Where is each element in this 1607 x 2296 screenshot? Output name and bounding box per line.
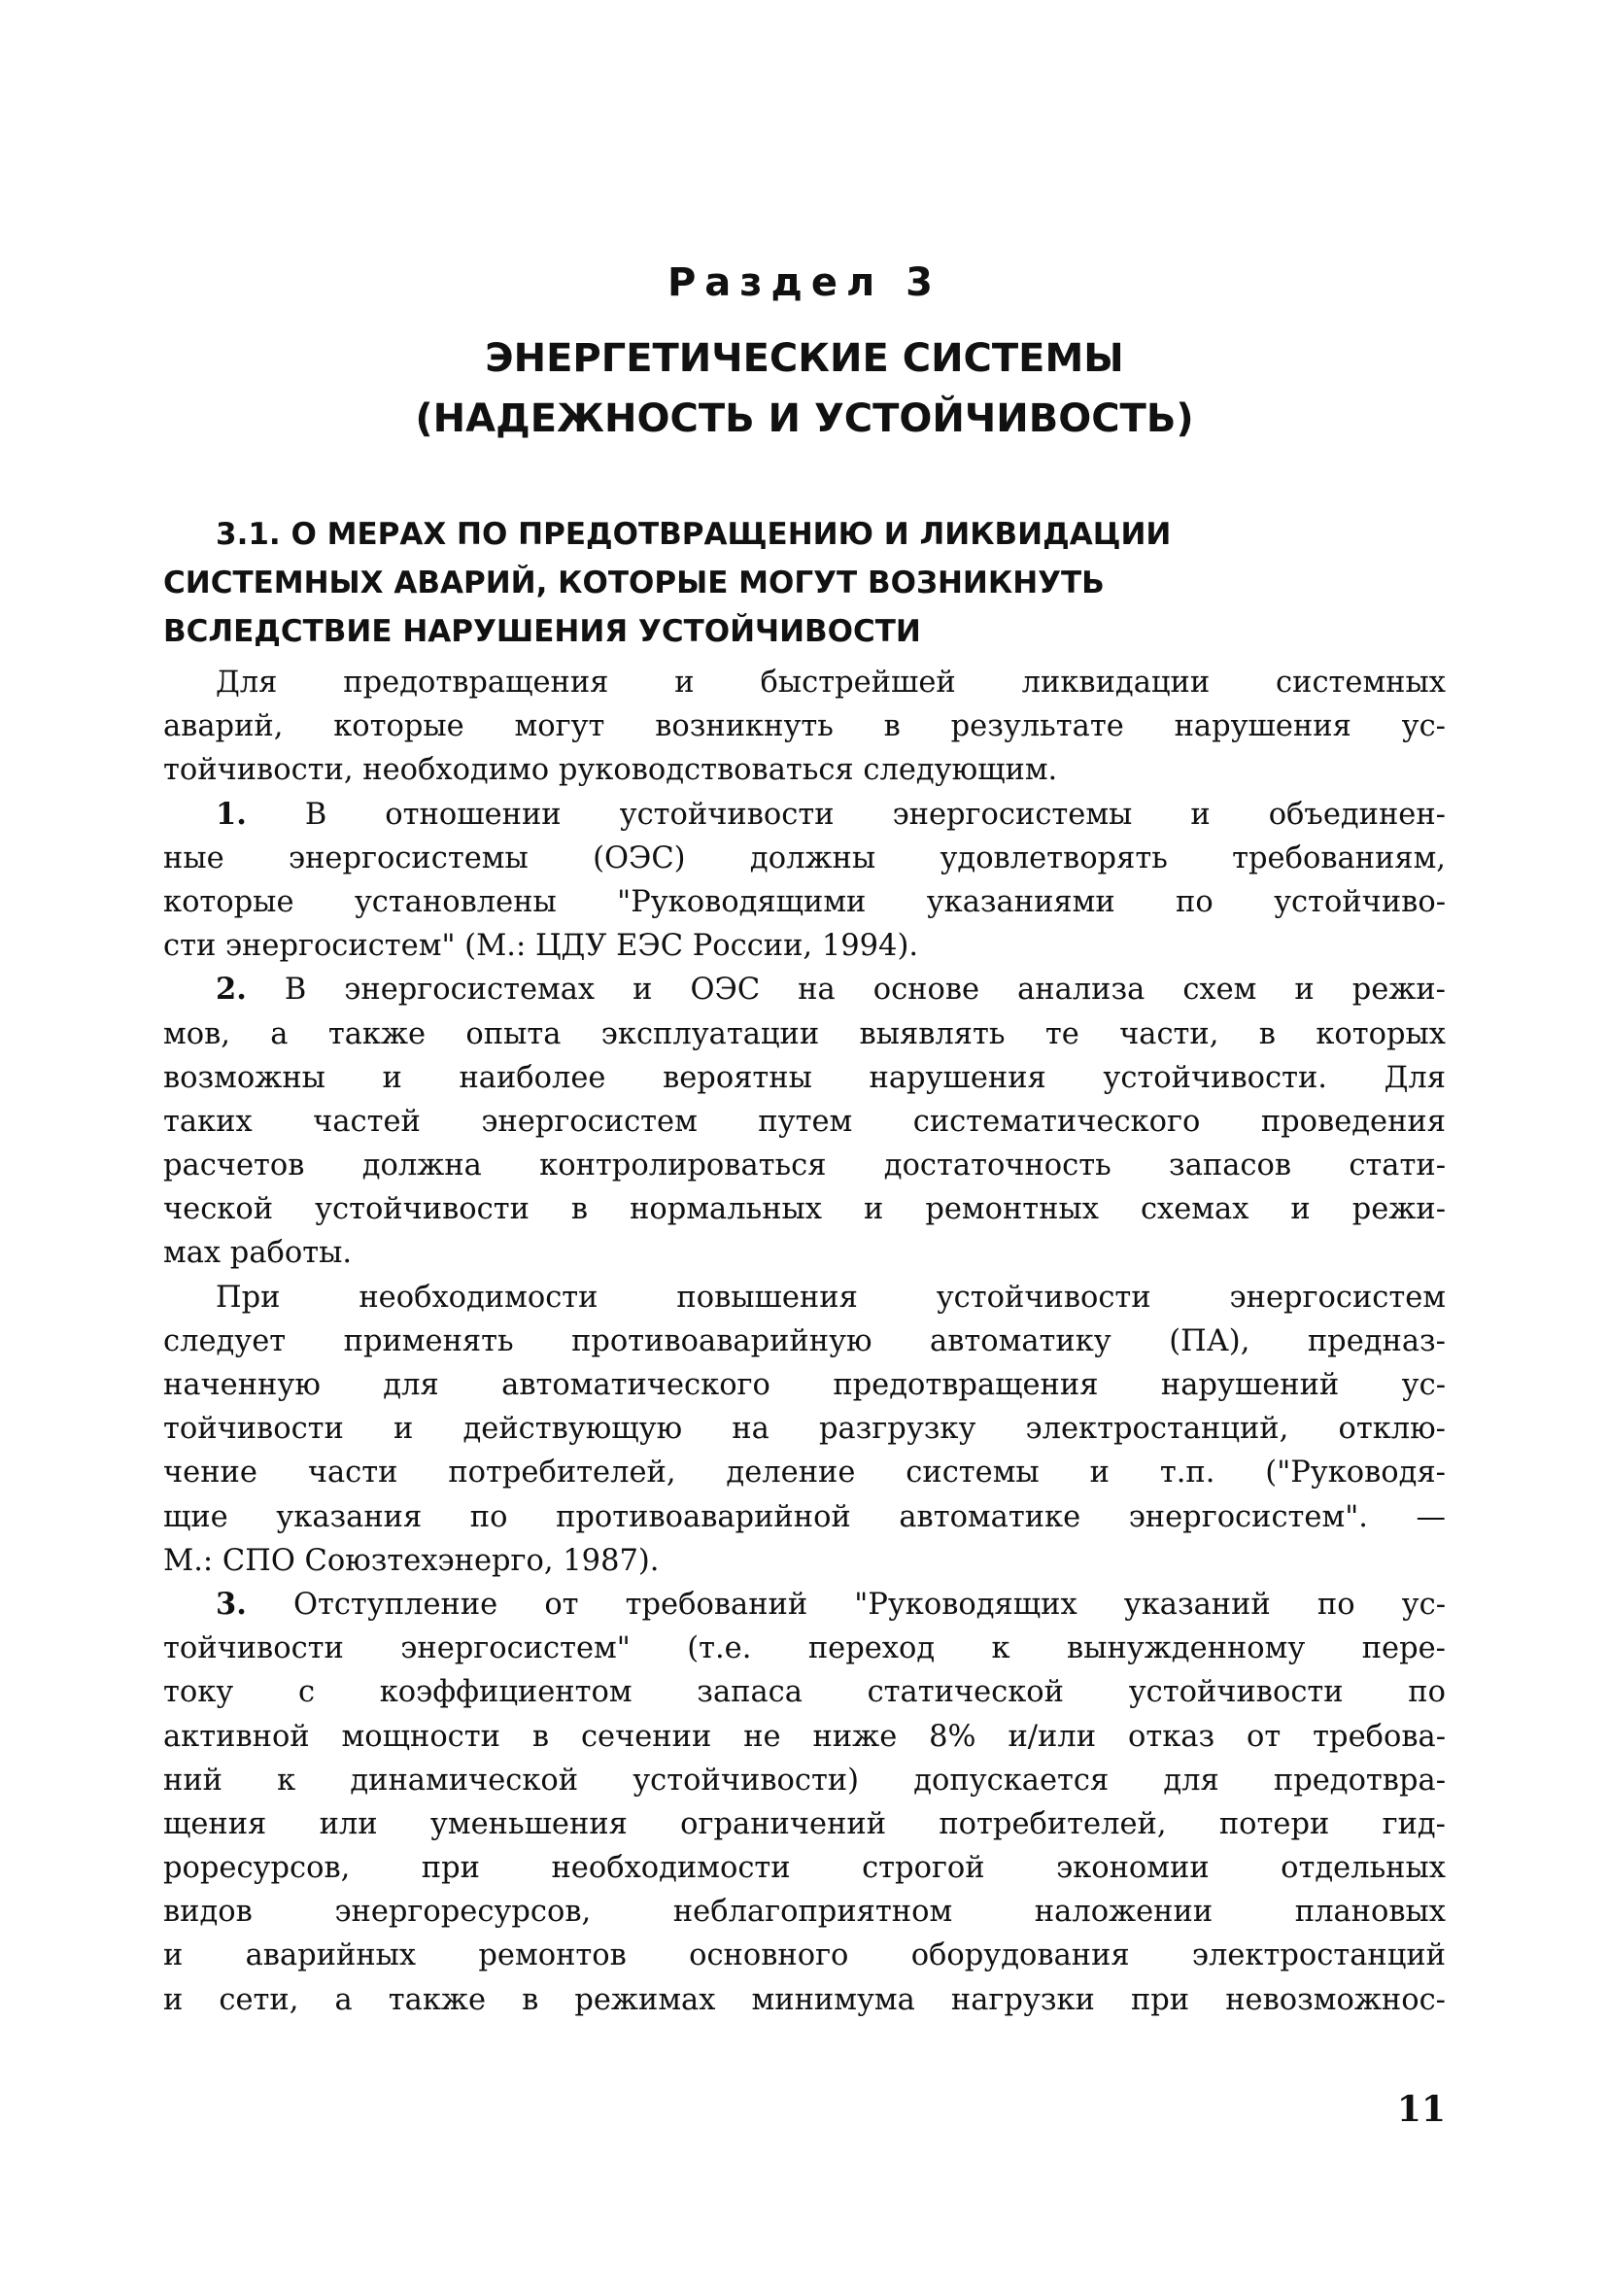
text-line: активной мощности в сечении не ниже 8% и/или отказ от требова-: [163, 1719, 1446, 1754]
text-line: тойчивости энергосистем" (т.е. переход к вынужденному пере-: [163, 1631, 1446, 1666]
text-line: При необходимости повышения устойчивости энергосистем: [216, 1280, 1446, 1315]
text-line: которые установлены "Руководящими указаниями по устойчиво-: [163, 884, 1446, 919]
paragraph-item-2: [163, 968, 1446, 1275]
text-line: расчетов должна контролироваться достаточность запасов стати-: [163, 1148, 1446, 1183]
text-line: аварий, которые могут возникнуть в результате нарушения ус-: [163, 709, 1446, 744]
text-line: наченную для автоматического предотвращения нарушений ус-: [163, 1368, 1446, 1402]
text-line: роресурсов, при необходимости строгой экономии отдельных: [163, 1851, 1446, 1886]
paragraph-item-1: [163, 793, 1446, 969]
subsection-heading-line: ВСЛЕДСТВИЕ НАРУШЕНИЯ УСТОЙЧИВОСТИ: [163, 614, 921, 649]
section-title: [163, 328, 1446, 449]
page-number: 11: [1396, 2089, 1446, 2130]
document-page: [163, 0, 1446, 2296]
text-line: Для предотвращения и быстрейшей ликвидации системных: [216, 666, 1446, 700]
text-line: видов энергоресурсов, неблагоприятном наложении плановых: [163, 1895, 1446, 1930]
text-line: щие указания по противоаварийной автоматике энергосистем". —: [163, 1499, 1446, 1534]
paragraph: [163, 1276, 1446, 1583]
text-line: [163, 968, 1446, 1011]
text-line: М.: СПО Союзтехэнерго, 1987).: [163, 1543, 660, 1578]
subsection-heading-line: СИСТЕМНЫХ АВАРИЙ, КОТОРЫЕ МОГУТ ВОЗНИКНУТЬ: [163, 565, 1105, 600]
text-line: сти энергосистем" (М.: ЦДУ ЕЭС России, 1994).: [163, 929, 919, 964]
text-fragment: В энергосистемах и ОЭС на основе анализа схем и режи-: [284, 973, 1446, 1008]
subsection-heading: [163, 510, 1446, 656]
paragraph: [163, 661, 1446, 793]
text-line: ные энергосистемы (ОЭС) должны удовлетворять требованиям,: [163, 840, 1446, 875]
text-line: щения или уменьшения ограничений потребителей, потери гид-: [163, 1806, 1446, 1841]
body-text: [163, 661, 1446, 2022]
text-line: возможны и наиболее вероятны нарушения устойчивости. Для: [163, 1060, 1446, 1095]
text-line: ческой устойчивости в нормальных и ремонтных схемах и режи-: [163, 1192, 1446, 1227]
text-line: [163, 1583, 1446, 1627]
text-line: [163, 793, 1446, 837]
text-line: таких частей энергосистем путем систематического проведения: [163, 1104, 1446, 1139]
subsection-heading-line: 3.1. О МЕРАХ ПО ПРЕДОТВРАЩЕНИЮ И ЛИКВИДАЦИИ: [216, 517, 1172, 552]
text-line: току с коэффициентом запаса статической устойчивости по: [163, 1675, 1446, 1710]
paragraph-number: 2.: [216, 972, 247, 1008]
paragraph-item-3: [163, 1583, 1446, 2022]
section-title-line: ЭНЕРГЕТИЧЕСКИЕ СИСТЕМЫ: [485, 336, 1124, 381]
paragraph-number: 1.: [216, 796, 247, 832]
text-line: и сети, а также в режимах минимума нагрузки при невозможнос-: [163, 1982, 1446, 2017]
text-line: ний к динамической устойчивости) допускается для предотвра-: [163, 1763, 1446, 1798]
text-line: тойчивости и действующую на разгрузку электростанций, отклю-: [163, 1412, 1446, 1447]
text-line: мах работы.: [163, 1236, 353, 1271]
text-fragment: Отступление от требований "Руководящих указаний по ус-: [292, 1587, 1446, 1622]
text-fragment: В отношении устойчивости энергосистемы и объединен-: [304, 797, 1446, 832]
section-label: Раздел 3: [667, 260, 942, 305]
text-line: мов, а также опыта эксплуатации выявлять те части, в которых: [163, 1016, 1446, 1051]
text-line: чение части потребителей, деление системы и т.п. ("Руководя-: [163, 1456, 1446, 1491]
section-title-line: (НАДЕЖНОСТЬ И УСТОЙЧИВОСТЬ): [415, 396, 1194, 441]
text-line: тойчивости, необходимо руководствоваться следующим.: [163, 753, 1058, 788]
paragraph-number: 3.: [216, 1586, 247, 1622]
text-line: и аварийных ремонтов основного оборудования электростанций: [163, 1938, 1446, 1973]
text-line: следует применять противоаварийную автоматику (ПА), предназ-: [163, 1323, 1446, 1358]
